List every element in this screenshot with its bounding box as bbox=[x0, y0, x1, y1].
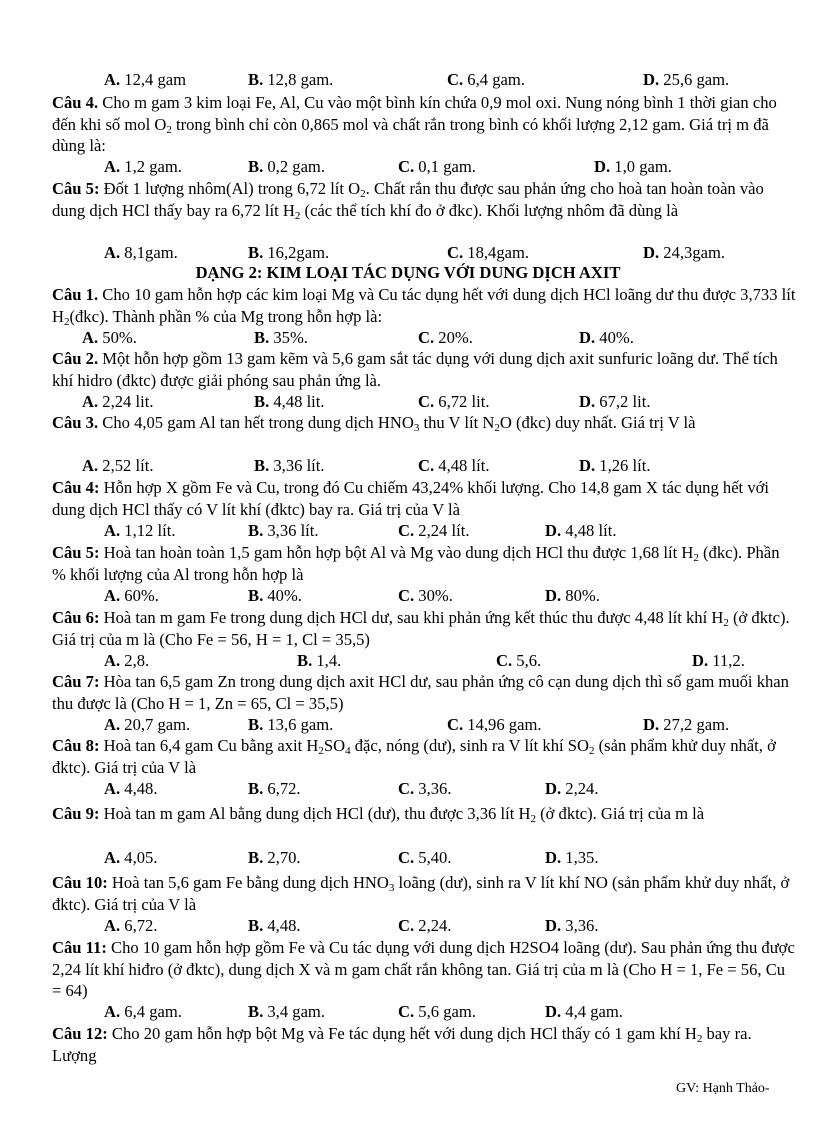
question-d2-3: Câu 3. Cho 4,05 gam Al tan hết trong dung dịch $HNO_3$ thu V lít $N_2O$ (đkc) duy nhất. Giá trị V là bbox=[52, 413, 696, 434]
question-label: Câu 4. bbox=[52, 93, 99, 112]
section-heading: DẠNG 2: KIM LOẠI TÁC DỤNG VỚI DUNG DỊCH AXIT bbox=[195, 263, 621, 282]
question-d2-8: Câu 8: Hoà tan 6,4 gam Cu bằng axit $H_2SO_4$ đặc, nóng (dư), sinh ra V lít khí $SO_2$ (sản phẩm khử duy nhất, ở đktc). Giá trị của V là bbox=[52, 736, 776, 777]
question-label: Câu 9: bbox=[52, 804, 100, 823]
option-c: C. 30%. bbox=[398, 586, 453, 605]
option-a: A. 6,4 gam. bbox=[104, 1002, 182, 1021]
question-d2-12: Câu 12: Cho 20 gam hỗn hợp bột Mg và Fe tác dụng hết với dung dịch HCl thấy có 1 gam khí $H_2$ bay ra. Lượng bbox=[52, 1024, 752, 1065]
option-d: D. 2,24. bbox=[545, 779, 599, 798]
option-c: C. 3,36. bbox=[398, 779, 452, 798]
option-b: B. 40%. bbox=[248, 586, 302, 605]
option-b: B. 13,6 gam. bbox=[248, 715, 334, 734]
question-d2-10: Câu 10: Hoà tan 5,6 gam Fe bằng dung dịch $HNO_3$ loãng (dư), sinh ra V lít khí NO (sản phẩm khử duy nhất, ở đktc). Giá trị của V là bbox=[52, 873, 790, 914]
question-label: Câu 5: bbox=[52, 543, 100, 562]
option-a: A. 1,2 gam. bbox=[104, 157, 182, 176]
option-c: C. 14,96 gam. bbox=[447, 715, 542, 734]
option-a: A. 8,1gam. bbox=[104, 243, 178, 262]
option-d: D. 80%. bbox=[545, 586, 600, 605]
question-label: Câu 5: bbox=[52, 179, 100, 198]
question-label: Câu 8: bbox=[52, 736, 100, 755]
option-a: A. 1,12 lít. bbox=[104, 521, 176, 540]
option-d: D. 27,2 gam. bbox=[643, 715, 730, 734]
question-label: Câu 1. bbox=[52, 285, 99, 304]
question-5: Câu 5: Đốt 1 lượng nhôm(Al) trong 6,72 lít $O_2$. Chất rắn thu được sau phản ứng cho hoà tan hoàn toàn vào dung dịch HCl thấy bay ra 6,72 lít $H_2$ (các thể tích khí đo ở đkc). Khối lượng nhôm đã dùng là bbox=[52, 179, 764, 222]
option-c: C. 5,6. bbox=[496, 651, 542, 670]
question-label: Câu 3. bbox=[52, 413, 99, 432]
question-d2-5: Câu 5: Hoà tan hoàn toàn 1,5 gam hỗn hợp bột Al và Mg vào dung dịch HCl thu được 1,68 lít $H_2$ (đkc). Phần % khối lượng của Al trong hỗn hợp là bbox=[52, 543, 780, 584]
option-a: A. 2,52 lít. bbox=[82, 456, 154, 475]
option-a: A. 6,72. bbox=[104, 916, 158, 935]
question-d2-2: Câu 2. Một hỗn hợp gồm 13 gam kẽm và 5,6 gam sắt tác dụng với dung dịch axit sunfuric loãng dư. Thể tích khí hidro (đktc) được giải phóng sau phản ứng là. bbox=[52, 349, 778, 390]
option-d: D. 4,4 gam. bbox=[545, 1002, 623, 1021]
question-d2-11: Câu 11: Cho 10 gam hỗn hợp gồm Fe và Cu tác dụng với dung dịch H2SO4 loãng (dư). Sau phản ứng thu được 2,24 lít khí hiđro (ở đktc), dung dịch X và m gam chất rắn không tan. Giá trị của m là (Cho H = 1, Fe = 56, Cu = 64) bbox=[52, 938, 795, 1000]
question-label: Câu 4: bbox=[52, 478, 100, 497]
option-c: C. 4,48 lít. bbox=[418, 456, 490, 475]
option-c: C. 5,6 gam. bbox=[398, 1002, 476, 1021]
option-d: D. 40%. bbox=[579, 328, 634, 347]
question-d2-4: Câu 4: Hỗn hợp X gồm Fe và Cu, trong đó Cu chiếm 43,24% khối lượng. Cho 14,8 gam X tác dụng hết với dung dịch HCl thấy có V lít khí (đktc) bay ra. Giá trị của V là bbox=[52, 478, 769, 519]
option-a: A. 60%. bbox=[104, 586, 159, 605]
question-label: Câu 12: bbox=[52, 1024, 108, 1043]
option-a: A. 50%. bbox=[82, 328, 137, 347]
option-b: B. 4,48. bbox=[248, 916, 301, 935]
option-b: B. 35%. bbox=[254, 328, 308, 347]
option-b: B. 1,4. bbox=[297, 651, 342, 670]
question-label: Câu 6: bbox=[52, 608, 100, 627]
question-d2-9: Câu 9: Hoà tan m gam Al bằng dung dịch HCl (dư), thu được 3,36 lít $H_2$ (ở đktc). Giá trị của m là bbox=[52, 804, 705, 825]
option-c: C. 2,24. bbox=[398, 916, 452, 935]
option-b: B. 3,36 lít. bbox=[254, 456, 325, 475]
option-a: A. 4,48. bbox=[104, 779, 158, 798]
option-b: B. 12,8 gam. bbox=[248, 70, 334, 89]
question-4: Câu 4. Cho m gam 3 kim loại Fe, Al, Cu vào một bình kín chứa 0,9 mol oxi. Nung nóng bình 1 thời gian cho đến khi số mol $O_2$ trong bình chỉ còn 0,865 mol và chất rắn trong bình có khối lượng 2,12 gam. Giá trị m đã dùng là: bbox=[52, 93, 777, 155]
option-a: A. 12,4 gam bbox=[104, 70, 187, 89]
option-d: D. 1,35. bbox=[545, 848, 599, 867]
question-d2-6: Câu 6: Hoà tan m gam Fe trong dung dịch HCl dư, sau khi phản ứng kết thúc thu được 4,48 lít khí $H_2$ (ở đktc). Giá trị của m là (Cho Fe = 56, H = 1, Cl = 35,5) bbox=[52, 608, 790, 649]
option-c: C. 20%. bbox=[418, 328, 473, 347]
option-d: D. 1,0 gam. bbox=[594, 157, 672, 176]
option-c: C. 6,4 gam. bbox=[447, 70, 525, 89]
option-a: A. 2,8. bbox=[104, 651, 150, 670]
option-c: C. 6,72 lit. bbox=[418, 392, 490, 411]
option-b: B. 3,4 gam. bbox=[248, 1002, 325, 1021]
question-label: Câu 10: bbox=[52, 873, 108, 892]
question-label: Câu 7: bbox=[52, 672, 100, 691]
question-d2-1: Câu 1. Cho 10 gam hỗn hợp các kim loại Mg và Cu tác dụng hết với dung dịch HCl loãng dư thu được 3,733 lít $H_2(đkc)$. Thành phần % của Mg trong hỗn hợp là: bbox=[52, 285, 796, 328]
option-d: D. 3,36. bbox=[545, 916, 599, 935]
option-d: D. 11,2. bbox=[692, 651, 745, 670]
option-b: B. 16,2gam. bbox=[248, 243, 330, 262]
option-d: D. 4,48 lít. bbox=[545, 521, 617, 540]
option-d: D. 1,26 lít. bbox=[579, 456, 651, 475]
option-b: B. 4,48 lit. bbox=[254, 392, 325, 411]
option-c: C. 18,4gam. bbox=[447, 243, 530, 262]
footer-author: GV: Hạnh Thảo- bbox=[676, 1081, 770, 1096]
option-d: D. 24,3gam. bbox=[643, 243, 726, 262]
option-b: B. 0,2 gam. bbox=[248, 157, 325, 176]
option-d: D. 25,6 gam. bbox=[643, 70, 730, 89]
question-d2-7: Câu 7: Hòa tan 6,5 gam Zn trong dung dịch axit HCl dư, sau phản ứng cô cạn dung dịch thì số gam muối khan thu được là (Cho H = 1, Zn = 65, Cl = 35,5) bbox=[52, 672, 789, 713]
option-c: C. 2,24 lít. bbox=[398, 521, 470, 540]
option-b: B. 6,72. bbox=[248, 779, 301, 798]
option-a: A. 4,05. bbox=[104, 848, 158, 867]
option-b: B. 2,70. bbox=[248, 848, 301, 867]
option-a: A. 20,7 gam. bbox=[104, 715, 191, 734]
option-a: A. 2,24 lit. bbox=[82, 392, 154, 411]
question-label: Câu 11: bbox=[52, 938, 107, 957]
option-b: B. 3,36 lít. bbox=[248, 521, 319, 540]
question-label: Câu 2. bbox=[52, 349, 99, 368]
option-c: C. 0,1 gam. bbox=[398, 157, 476, 176]
option-d: D. 67,2 lit. bbox=[579, 392, 651, 411]
option-c: C. 5,40. bbox=[398, 848, 452, 867]
